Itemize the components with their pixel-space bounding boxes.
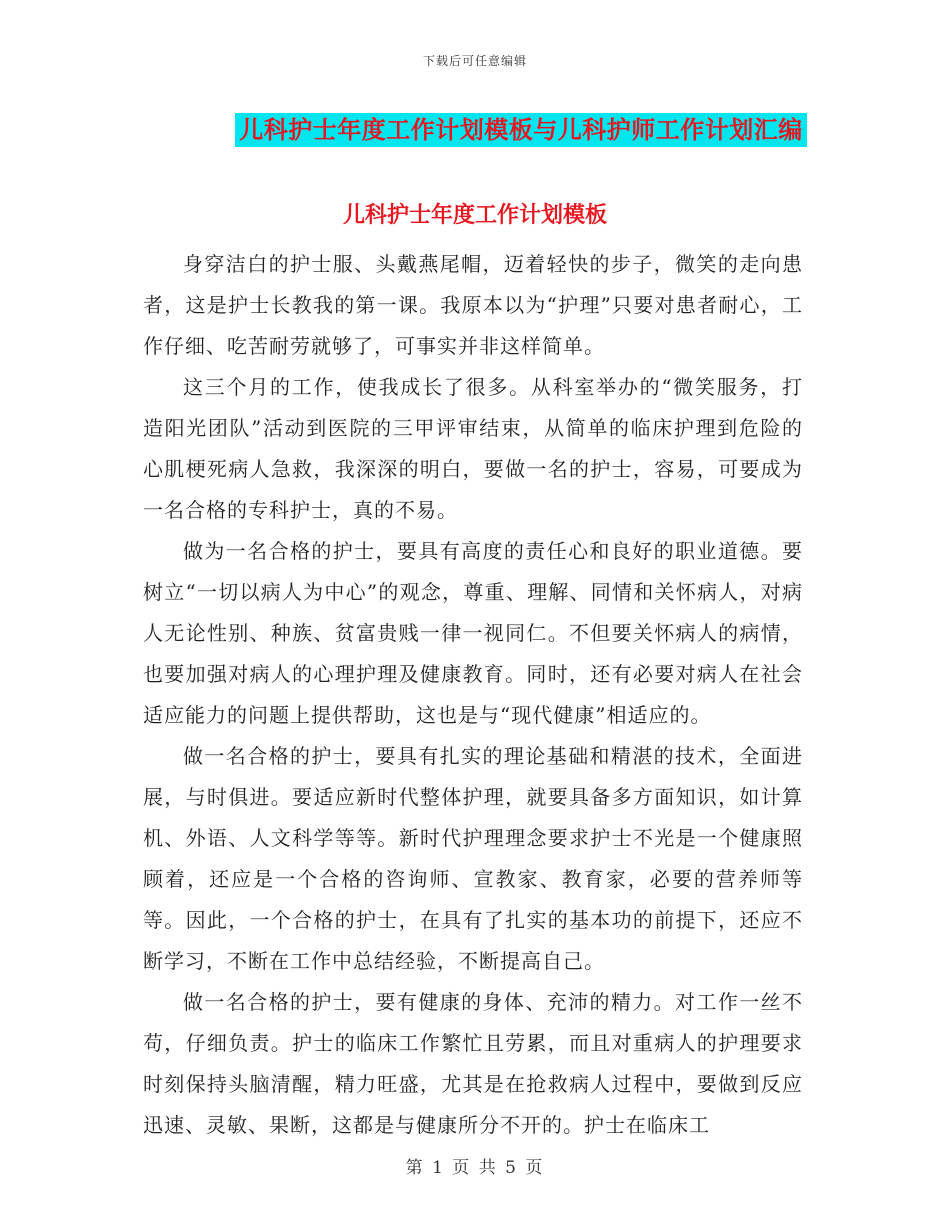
page-number: 第 1 页 共 5 页 — [405, 1158, 545, 1178]
body-paragraph: 这三个月的工作，使我成长了很多。从科室举办的“微笑服务，打造阳光团队”活动到医院的三甲评审结束，从简单的临床护理到危险的心肌梗死病人急救，我深深的明白，要做一名的护士，容易，可要成为一名合格的专科护士，真的不易。 — [143, 375, 803, 522]
document-body — [143, 244, 803, 1146]
document-title: 儿科护士年度工作计划模板与儿科护师工作计划汇编 — [235, 113, 807, 147]
body-paragraph: 做一名合格的护士，要有健康的身体、充沛的精力。对工作一丝不苟，仔细负责。护士的临床工作繁忙且劳累，而且对重病人的护理要求时刻保持头脑清醒，精力旺盛，尤其是在抢救病人过程中，要做到反应迅速、灵敏、果断，这都是与健康所分不开的。护士在临床工 — [143, 990, 803, 1137]
body-paragraph: 做为一名合格的护士，要具有高度的责任心和良好的职业道德。要树立“一切以病人为中心”的观念，尊重、理解、同情和关怀病人，对病人无论性别、种族、贫富贵贱一律一视同仁。不但要关怀病人的病情，也要加强对病人的心理护理及健康教育。同时，还有必要对病人在社会适应能力的问题上提供帮助，这也是与“现代健康”相适应的。 — [143, 539, 803, 727]
section-title: 儿科护士年度工作计划模板 — [342, 203, 607, 228]
body-paragraph: 身穿洁白的护士服、头戴燕尾帽，迈着轻快的步子，微笑的走向患者，这是护士长教我的第一课。我原本以为“护理”只要对患者耐心，工作仔细、吃苦耐劳就够了，可事实并非这样简单。 — [143, 252, 803, 358]
page-header-note: 下载后可任意编辑 — [422, 54, 527, 68]
body-paragraph: 做一名合格的护士，要具有扎实的理论基础和精湛的技术，全面进展，与时俱进。要适应新时代整体护理，就要具备多方面知识，如计算机、外语、人文科学等等。新时代护理理念要求护士不光是一个健康照顾着，还应是一个合格的咨询师、宣教家、教育家，必要的营养师等等。因此，一个合格的护士，在具有了扎实的基本功的前提下，还应不断学习，不断在工作中总结经验，不断提高自己。 — [143, 744, 803, 973]
document-title-container — [0, 113, 950, 147]
